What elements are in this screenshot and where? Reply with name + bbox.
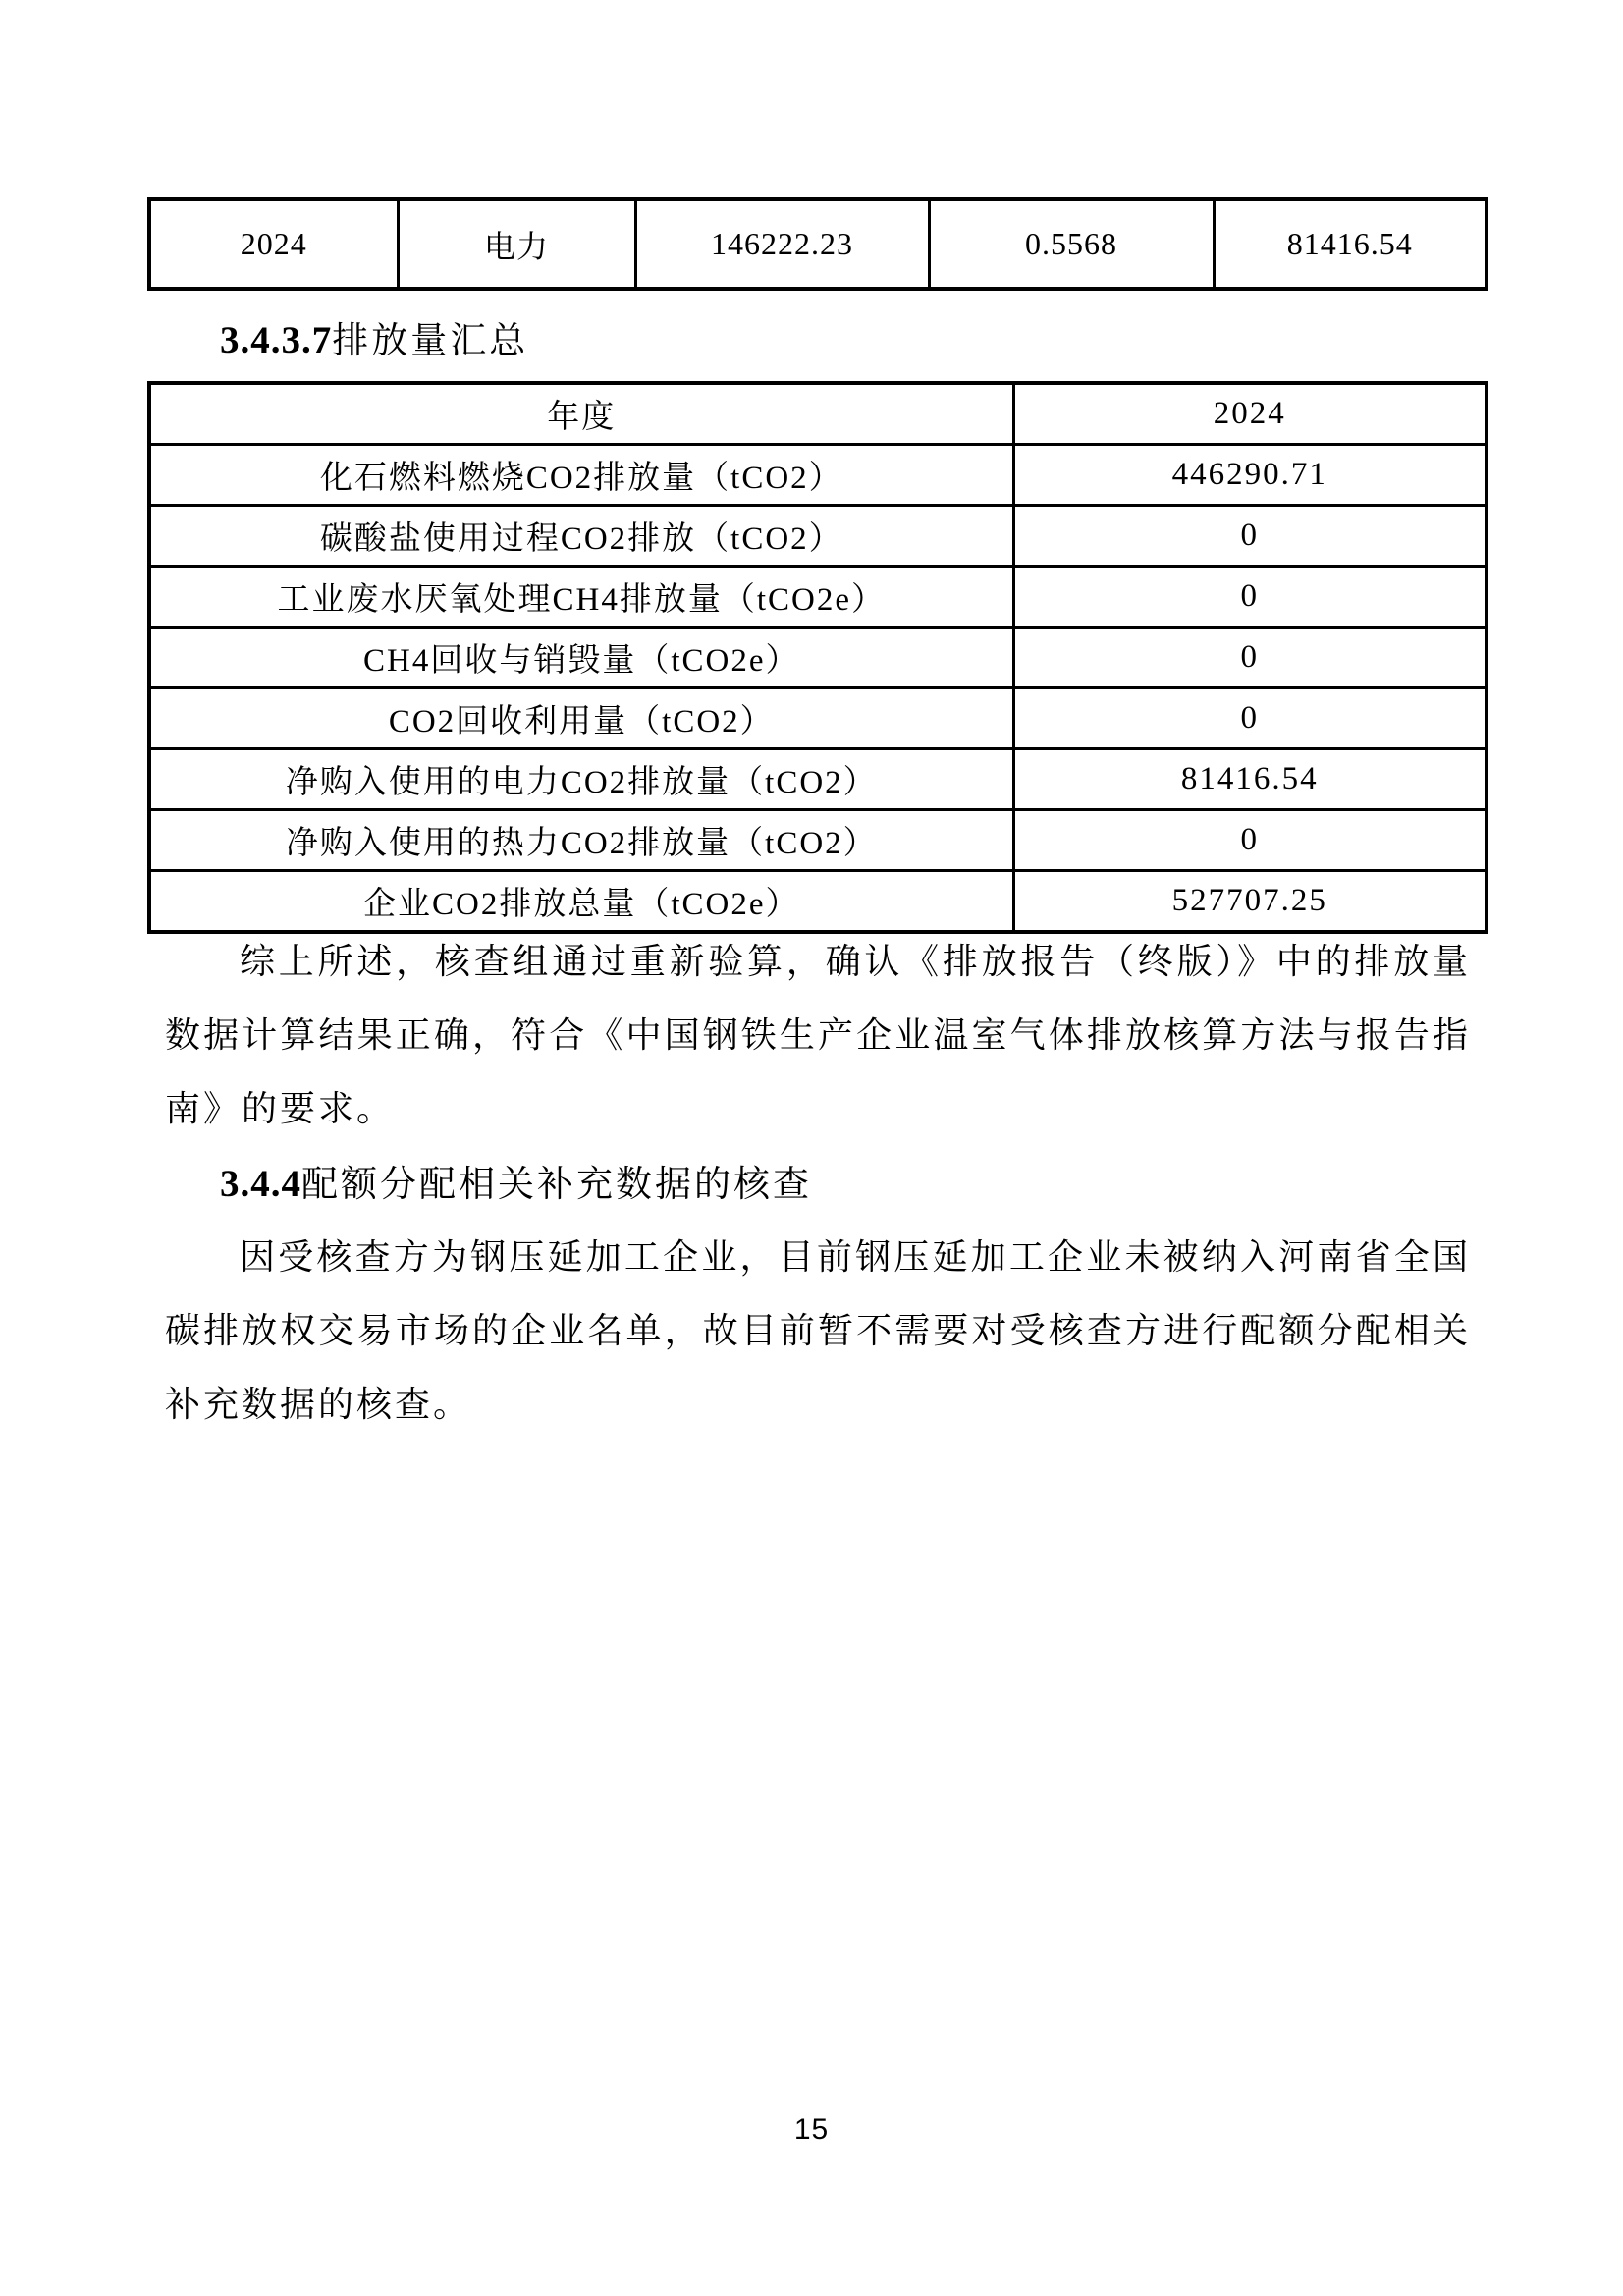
row-label-cell: 碳酸盐使用过程CO2排放（tCO2）	[149, 506, 1013, 567]
row-value-cell: 0	[1013, 506, 1487, 567]
table-row	[149, 871, 1487, 933]
table-row	[149, 749, 1487, 810]
row-label-cell: 企业CO2排放总量（tCO2e）	[149, 871, 1013, 933]
table-row	[149, 506, 1487, 567]
row-label-cell: 工业废水厌氧处理CH4排放量（tCO2e）	[149, 567, 1013, 628]
energy-type-cell: 电力	[398, 199, 635, 289]
conclusion-paragraph: 综上所述，核查组通过重新验算，确认《排放报告（终版）》中的排放量数据计算结果正确，符合《中国钢铁生产企业温室气体排放核算方法与报告指南》的要求。	[165, 942, 1471, 1128]
header-value-cell: 2024	[1013, 383, 1487, 445]
row-label-cell: 净购入使用的热力CO2排放量（tCO2）	[149, 810, 1013, 871]
activity-data-cell: 146222.23	[635, 199, 929, 289]
year-cell: 2024	[149, 199, 398, 289]
table-row	[149, 688, 1487, 749]
row-label-cell: CH4回收与销毁量（tCO2e）	[149, 628, 1013, 688]
table-row	[149, 445, 1487, 506]
table-row	[149, 199, 1487, 289]
row-value-cell: 446290.71	[1013, 445, 1487, 506]
section-heading-344	[220, 1163, 812, 1214]
continued-emission-factor-table	[147, 197, 1488, 291]
row-label-cell: 净购入使用的电力CO2排放量（tCO2）	[149, 749, 1013, 810]
quota-check-paragraph: 因受核查方为钢压延加工企业，目前钢压延加工企业未被纳入河南省全国碳排放权交易市场的企业名单，故目前暂不需要对受核查方进行配额分配相关补充数据的核查。	[165, 1237, 1471, 1424]
row-value-cell: 527707.25	[1013, 871, 1487, 933]
emission-summary-table	[147, 381, 1488, 934]
section-title: 排放量汇总	[332, 321, 529, 361]
emission-factor-cell: 0.5568	[929, 199, 1214, 289]
section-heading-3437	[220, 319, 528, 370]
section-number: 3.4.4	[220, 1163, 301, 1205]
row-label-cell: 化石燃料燃烧CO2排放量（tCO2）	[149, 445, 1013, 506]
section-number: 3.4.3.7	[220, 319, 333, 361]
table-header-row	[149, 383, 1487, 445]
row-value-cell: 0	[1013, 810, 1487, 871]
page-number: 15	[793, 2113, 830, 2146]
table-row	[149, 810, 1487, 871]
emission-amount-cell: 81416.54	[1214, 199, 1487, 289]
header-label-cell: 年度	[149, 383, 1013, 445]
section-title: 配额分配相关补充数据的核查	[301, 1165, 812, 1205]
table-row	[149, 628, 1487, 688]
row-value-cell: 0	[1013, 688, 1487, 749]
table-row	[149, 567, 1487, 628]
row-value-cell: 0	[1013, 628, 1487, 688]
row-label-cell: CO2回收利用量（tCO2）	[149, 688, 1013, 749]
row-value-cell: 81416.54	[1013, 749, 1487, 810]
row-value-cell: 0	[1013, 567, 1487, 628]
